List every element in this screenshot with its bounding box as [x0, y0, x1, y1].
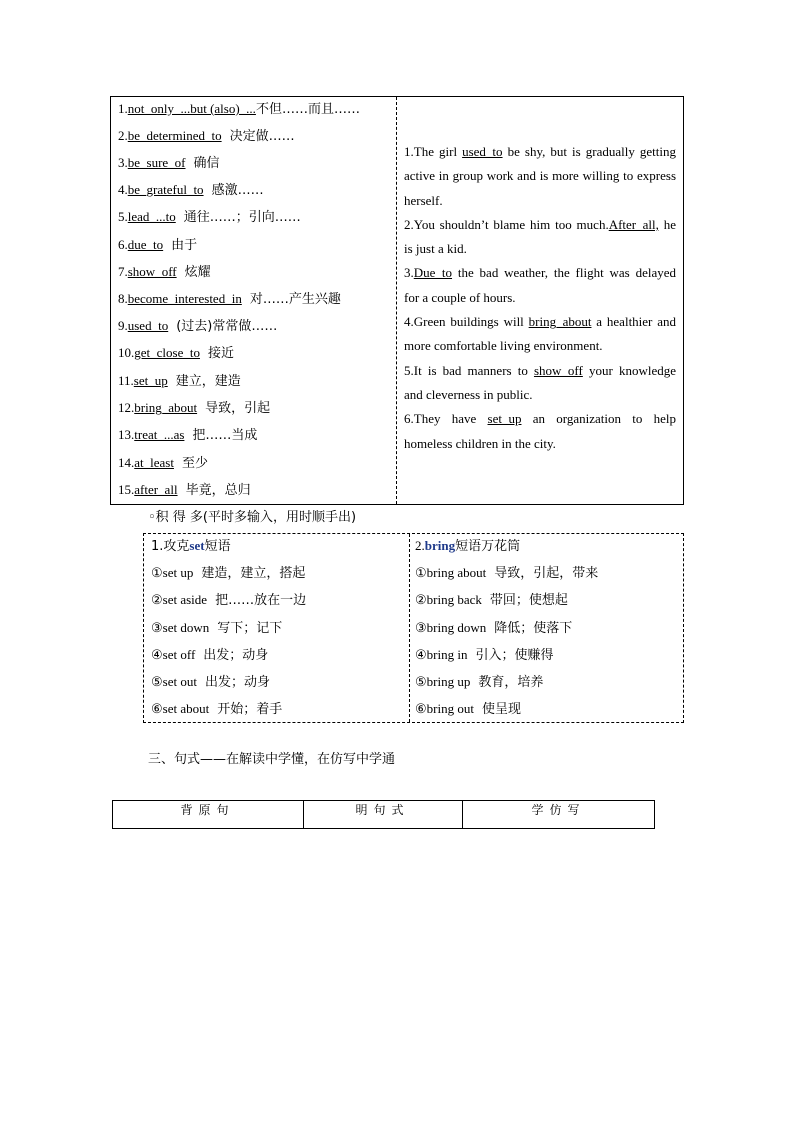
exercise-answer: After_all,	[608, 216, 659, 232]
phrase-english: not_only_...but (also)_...	[127, 101, 256, 116]
phrase-english: treat_...as	[134, 427, 185, 442]
phrase-chinese: 降低；使落下	[494, 621, 573, 636]
phrase-english: be_grateful_to	[127, 182, 204, 197]
phrase-chinese: 带回；使想起	[489, 593, 568, 608]
phrase-item	[118, 397, 270, 416]
phrase-english: lead_...to	[127, 209, 176, 224]
phrase-groups-divider	[409, 534, 410, 722]
exercise-item	[404, 407, 676, 456]
phrase-number: 9.	[118, 318, 128, 333]
exercise-text: 5.It is bad manners to	[404, 362, 534, 378]
phrase-chinese: 开始；着手	[217, 702, 283, 717]
set-phrase-item	[151, 671, 270, 690]
exercise-answer: bring_about	[528, 314, 592, 330]
bring-phrase-item	[415, 671, 543, 690]
phrase-english: ①bring about	[415, 565, 487, 580]
phrase-english: ⑤bring up	[415, 674, 471, 689]
phrase-english: bring_about	[134, 400, 198, 415]
exercise-text: he is just a kid.	[404, 216, 676, 257]
phrase-english: get_close_to	[134, 345, 200, 360]
accumulate-heading: ◦积 得 多(平时多输入，用时顺手出)	[148, 510, 357, 525]
exercise-text: 1.The girl	[404, 144, 463, 159]
heading-text: 短语	[204, 539, 231, 554]
phrase-number: 6.	[118, 237, 128, 252]
phrase-item	[118, 261, 211, 280]
phrase-chinese: 出发；动身	[204, 675, 270, 690]
phrase-chinese: 建立，建造	[175, 374, 241, 389]
phrase-number: 11.	[118, 373, 134, 388]
exercise-text: be shy, but is gradually getting active in group work and is more willing to express herself.	[404, 144, 676, 208]
phrase-english: ②bring back	[415, 592, 482, 607]
phrase-item	[118, 152, 220, 171]
phrase-chinese: 出发；动身	[203, 648, 269, 663]
phrase-chinese: 导致，引起	[205, 401, 271, 416]
bring-phrase-item	[415, 698, 521, 717]
exercise-answer: used_to	[462, 144, 503, 159]
phrase-chinese: 对……产生兴趣	[249, 292, 341, 307]
exercise-text: 4.Green buildings will	[404, 314, 529, 330]
phrase-chinese: 由于	[171, 238, 198, 253]
phrase-chinese: 不但……而且……	[255, 102, 360, 117]
exercise-text: the bad weather, the flight was delayed for a couple of hours.	[404, 265, 676, 305]
section-heading: 三、句式——在解读中学懂，在仿写中学通	[148, 752, 396, 767]
set-phrase-item	[151, 562, 305, 581]
phrase-english: ⑤set out	[151, 674, 197, 689]
phrase-number: 13.	[118, 427, 135, 442]
phrase-chinese: 引入；使赚得	[475, 648, 554, 663]
phrase-item	[118, 370, 241, 389]
exercise-sentences	[404, 140, 676, 456]
phrase-chinese: 使呈现	[481, 702, 521, 717]
set-phrase-item	[151, 698, 282, 717]
phrase-chinese: 炫耀	[184, 265, 211, 280]
phrase-number: 14.	[118, 455, 135, 470]
phrase-chinese: 接近	[207, 346, 234, 361]
bring-phrase-item	[415, 589, 568, 608]
heading-number: 2.	[415, 538, 425, 553]
bring-phrase-item	[415, 644, 553, 663]
phrase-english: ④set off	[151, 647, 196, 662]
phrase-chinese: 至少	[181, 456, 208, 471]
set-phrase-item	[151, 589, 306, 608]
phrase-chinese: 建造，建立，搭起	[201, 566, 306, 581]
heading-keyword: set	[189, 538, 205, 553]
phrase-chinese: 确信	[193, 156, 220, 171]
phrase-english: be_sure_of	[127, 155, 186, 170]
phrase-english: after_all	[134, 482, 178, 497]
phrase-english: ③bring down	[415, 620, 487, 635]
phrase-english: become_interested_in	[127, 291, 242, 306]
exercise-answer: set_up	[487, 411, 522, 427]
phrase-number: 2.	[118, 128, 128, 143]
phrase-chinese: (过去)常常做……	[176, 319, 278, 334]
phrase-english: used_to	[127, 318, 169, 333]
exercise-item	[404, 140, 676, 213]
phrase-english: ⑥bring out	[415, 701, 474, 716]
exercise-answer: show_off	[533, 362, 583, 378]
exercise-item	[404, 359, 676, 408]
phrase-item	[118, 342, 234, 361]
phrase-english: show_off	[127, 264, 177, 279]
phrase-item	[118, 234, 197, 253]
phrase-item	[118, 98, 360, 117]
phrase-number: 4.	[118, 182, 128, 197]
heading-keyword: bring	[424, 538, 456, 553]
set-phrase-item	[151, 644, 268, 663]
phrase-english: ②set aside	[151, 592, 208, 607]
phrase-item	[118, 179, 264, 198]
exercise-text: a healthier and more comfortable living environment.	[404, 314, 676, 354]
phrase-chinese: 决定做……	[229, 129, 295, 144]
phrase-item	[118, 424, 257, 443]
phrase-chinese: 把……放在一边	[215, 593, 307, 608]
phrase-english: ③set down	[151, 620, 210, 635]
table-header-cell: 明句式	[355, 803, 410, 817]
phrase-item	[118, 452, 208, 471]
exercise-answer: Due_to	[413, 265, 453, 281]
phrase-chinese: 毕竟，总归	[185, 483, 251, 498]
phrase-chinese: 感激……	[211, 183, 264, 198]
phrase-english: at_least	[134, 455, 174, 470]
phrase-chinese: 导致，引起，带来	[494, 566, 599, 581]
phrase-item	[118, 315, 277, 334]
bring-phrase-item	[415, 617, 572, 636]
table-header-cell: 背原句	[180, 803, 235, 817]
phrase-english: ⑥set about	[151, 701, 210, 716]
phrase-chinese: 教育，培养	[478, 675, 544, 690]
phrase-english: ①set up	[151, 565, 194, 580]
exercise-text: 6.They have	[404, 411, 488, 427]
heading-number: 1.攻克	[151, 539, 190, 554]
phrase-number: 3.	[118, 155, 128, 170]
phrase-item	[118, 479, 251, 498]
exercise-item	[404, 310, 676, 359]
phrase-number: 1.	[118, 101, 128, 116]
phrase-english: be_determined_to	[127, 128, 222, 143]
phrase-item	[118, 125, 295, 144]
phrase-chinese: 把……当成	[192, 428, 258, 443]
exercise-item	[404, 213, 676, 262]
phrase-item	[118, 206, 301, 225]
exercise-text: 3.	[404, 265, 414, 281]
phrase-item	[118, 288, 341, 307]
phrase-number: 5.	[118, 209, 128, 224]
set-phrases-heading	[151, 535, 231, 554]
set-phrase-item	[151, 617, 282, 636]
table-header-cell: 学仿写	[531, 803, 586, 817]
phrase-number: 8.	[118, 291, 128, 306]
bring-phrase-item	[415, 562, 598, 581]
phrase-number: 12.	[118, 400, 135, 415]
bring-phrases-heading	[415, 535, 520, 554]
phrase-english: ④bring in	[415, 647, 468, 662]
exercise-item	[404, 261, 676, 310]
phrase-number: 10.	[118, 345, 135, 360]
phrase-table-divider	[396, 97, 397, 504]
phrase-english: set_up	[133, 373, 168, 388]
phrase-number: 15.	[118, 482, 135, 497]
exercise-text: 2.You shouldn’t blame him too much.	[404, 216, 609, 232]
exercise-text: an organization to help homeless children in the city.	[404, 411, 676, 451]
phrase-number: 7.	[118, 264, 128, 279]
heading-text: 短语万花筒	[455, 539, 521, 554]
phrase-english: due_to	[127, 237, 164, 252]
exercise-text: your knowledge and cleverness in public.	[404, 362, 676, 402]
phrase-chinese: 通往……；引向……	[183, 210, 301, 225]
phrase-chinese: 写下；记下	[217, 621, 283, 636]
